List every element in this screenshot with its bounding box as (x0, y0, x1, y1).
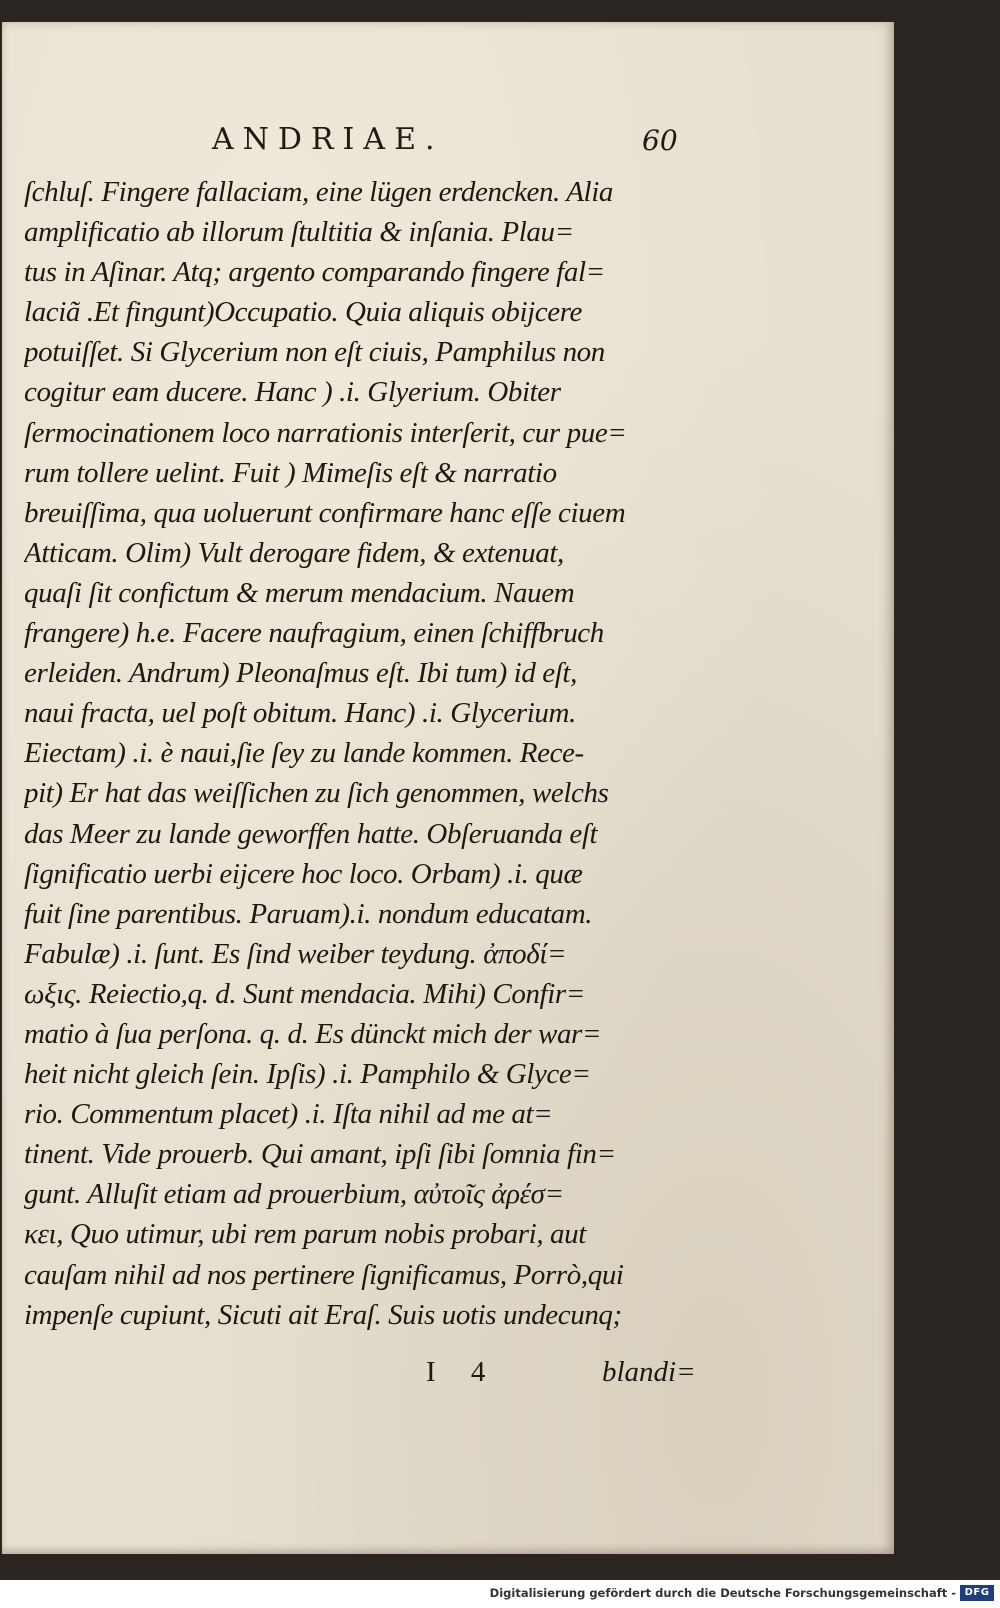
text-line: fuit ſine parentibus. Paruam).i. nondum educatam. (24, 897, 593, 930)
credit-bar (0, 1580, 1000, 1608)
text-line: tus in Aſinar. Atq; argento comparando fingere fal= (24, 256, 605, 289)
text-line: erleiden. Andrum) Pleonaſmus eſt. Ibi tum) id eſt, (24, 657, 577, 690)
text-line: κει, Quo utimur, ubi rem parum nobis probari, aut (24, 1218, 586, 1251)
text-line: ωξις. Reiectio,q. d. Sunt mendacia. Mihi) Confir= (24, 977, 585, 1010)
text-line: amplificatio ab illorum ſtultitia & inſania. Plau= (24, 216, 574, 249)
text-line: quaſi ſit confictum & merum mendacium. Nauem (24, 576, 575, 609)
running-head: ANDRIAE. (212, 122, 444, 157)
text-line: heit nicht gleich ſein. Ipſis) .i. Pamphilo & Glyce= (24, 1058, 591, 1091)
text-line: Eiectam) .i. è naui,ſie ſey zu lande kommen. Rece- (24, 737, 584, 770)
signature-mark: I 4 (426, 1356, 500, 1388)
text-line: ſignificatio uerbi eijcere hoc loco. Orbam) .i. quæ (24, 857, 583, 890)
book-page (2, 22, 894, 1554)
text-line: ſchluſ. Fingere fallaciam, eine lügen erdencken. Alia (24, 176, 613, 208)
text-line: frangere) h.e. Facere naufragium, einen ſchiffbruch (24, 617, 604, 650)
page-number: 60 (642, 124, 678, 157)
credit-text: Digitalisierung gefördert durch die Deutsche Forschungsgemeinschaft - (489, 1586, 956, 1600)
text-line: laciã .Et fingunt)Occupatio. Quia aliquis obijcere (24, 296, 583, 329)
text-line: ſermocinationem loco narrationis interſerit, cur pue= (24, 416, 627, 449)
text-line: impenſe cupiunt, Sicuti ait Eraſ. Suis uotis undecunq; (24, 1298, 622, 1331)
text-line: gunt. Alluſit etiam ad prouerbium, αὐτοῖς ἀρέσ= (24, 1178, 564, 1211)
page-footer (2, 1356, 894, 1396)
text-line: Atticam. Olim) Vult derogare fidem, & extenuat, (24, 536, 564, 569)
text-line: rum tollere uelint. Fuit ) Mimeſis eſt & narratio (24, 456, 557, 489)
text-line: potuiſſet. Si Glycerium non eſt ciuis, Pamphilus non (24, 336, 605, 369)
dfg-logo: DFG (960, 1585, 994, 1601)
text-line: matio à ſua perſona. q. d. Es dünckt mich der war= (24, 1017, 602, 1050)
text-line: cauſam nihil ad nos pertinere ſignificamus, Porrò,qui (24, 1258, 624, 1291)
text-line: breuiſſima, qua uoluerunt confirmare hanc eſſe ciuem (24, 496, 626, 529)
text-line: naui fracta, uel poſt obitum. Hanc) .i. Glycerium. (24, 697, 576, 730)
page-header (2, 114, 894, 164)
text-line: das Meer zu lande geworffen hatte. Obſeruanda eſt (24, 817, 598, 850)
text-line: cogitur eam ducere. Hanc ) .i. Glyerium. Obiter (24, 376, 561, 409)
text-line: tinent. Vide prouerb. Qui amant, ipſi ſibi ſomnia fin= (24, 1138, 616, 1171)
commentary-text (24, 172, 694, 1335)
text-line: rio. Commentum placet) .i. Iſta nihil ad me at= (24, 1098, 553, 1131)
catchword: blandi= (602, 1356, 696, 1388)
text-line: pit) Er hat das weiſſichen zu ſich genommen, welchs (24, 777, 609, 810)
text-line: Fabulæ) .i. ſunt. Es ſind weiber teydung. ἀποδί= (24, 937, 567, 970)
